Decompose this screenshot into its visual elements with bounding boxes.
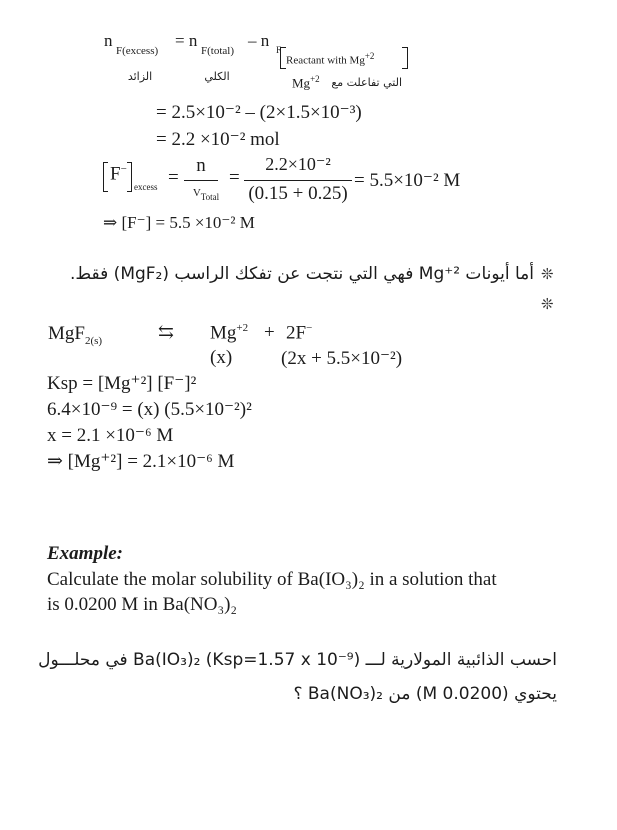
frac-den-sub: Total xyxy=(200,192,220,202)
eq-n-total: = n xyxy=(175,31,198,50)
arabic-excess: الزائد xyxy=(127,70,153,83)
eq-reactant: MgF$_{2(s)}$ xyxy=(48,323,103,347)
ksp-substitution: 6.4×10⁻⁹ = (x) (5.5×10⁻²)² xyxy=(47,399,252,420)
reactant-label: Reactant with $Mg^{+2}$ xyxy=(286,51,375,67)
frac-num-value: 2.2×10⁻² xyxy=(265,154,331,174)
conc-eq-1: = xyxy=(168,167,179,188)
frac-den-v: V xyxy=(192,187,201,199)
arabic-mg: $Mg^{+2}$ xyxy=(292,74,320,91)
arabic-example-line-1: احسب الذائبية المولارية لـــ Ba(IO₃)₂ (Ksp=1.57 x 10⁻⁹) في محلـــول xyxy=(38,650,557,670)
example-line-2: is 0.0200 M in Ba(NO₃)₂ xyxy=(47,594,238,615)
arabic-example-line-2: يحتوي (0.0200 M) من Ba(NO₃)₂ ؟ xyxy=(293,684,557,704)
sub-total: F(total) xyxy=(201,45,234,57)
fluoride-result-line: ⇒ [F⁻] = 5.5 ×10⁻² M xyxy=(103,213,255,232)
conc-lhs-sub: excess xyxy=(134,182,158,192)
bullet-star-2: ❊ xyxy=(541,297,554,313)
conc-2x: (2x + 5.5×10⁻²) xyxy=(281,348,403,369)
n-symbol: n xyxy=(104,31,113,50)
example-heading: Example: xyxy=(47,543,123,564)
minus-n: – n xyxy=(248,31,270,50)
eq-product-f: 2F− xyxy=(286,322,313,344)
eq-product-mg: $Mg^{+2}$ xyxy=(210,322,249,344)
example-line-1: Calculate the molar solubility of Ba(IO₃)₂ in a solution that xyxy=(47,569,497,590)
calc-line-1: = 2.5×10⁻² – (2×1.5×10⁻³) xyxy=(156,102,362,123)
conc-result: = 5.5×10⁻² M xyxy=(354,170,461,191)
frac-den-value: (0.15 + 0.25) xyxy=(248,183,348,204)
conc-x: (x) xyxy=(210,347,233,368)
frac-num-n: n xyxy=(196,155,206,176)
ksp-expression: Ksp = [Mg⁺²] [F⁻]² xyxy=(47,373,197,394)
arabic-note: أما أيونات Mg⁺² فهي التي نتجت عن تفكك الراسب (MgF₂) فقط. xyxy=(70,264,534,284)
arabic-reactant: التي تفاعلت مع xyxy=(331,76,402,89)
eq-plus: + xyxy=(264,322,275,343)
equilibrium-arrows-icon: ⇆ xyxy=(158,322,174,343)
conc-lhs-f: F− xyxy=(110,163,127,185)
mg-result-line: ⇒ [Mg⁺²] = 2.1×10⁻⁶ M xyxy=(47,451,235,472)
arabic-total: الكلي xyxy=(204,70,230,83)
conc-eq-2: = xyxy=(229,167,240,188)
bullet-star-1: ❊ xyxy=(541,267,554,283)
x-value: x = 2.1 ×10⁻⁶ M xyxy=(47,425,174,446)
sub-excess: F(excess) xyxy=(116,45,159,57)
calc-line-2: = 2.2 ×10⁻² mol xyxy=(156,129,280,150)
sub-f: F xyxy=(276,45,282,55)
